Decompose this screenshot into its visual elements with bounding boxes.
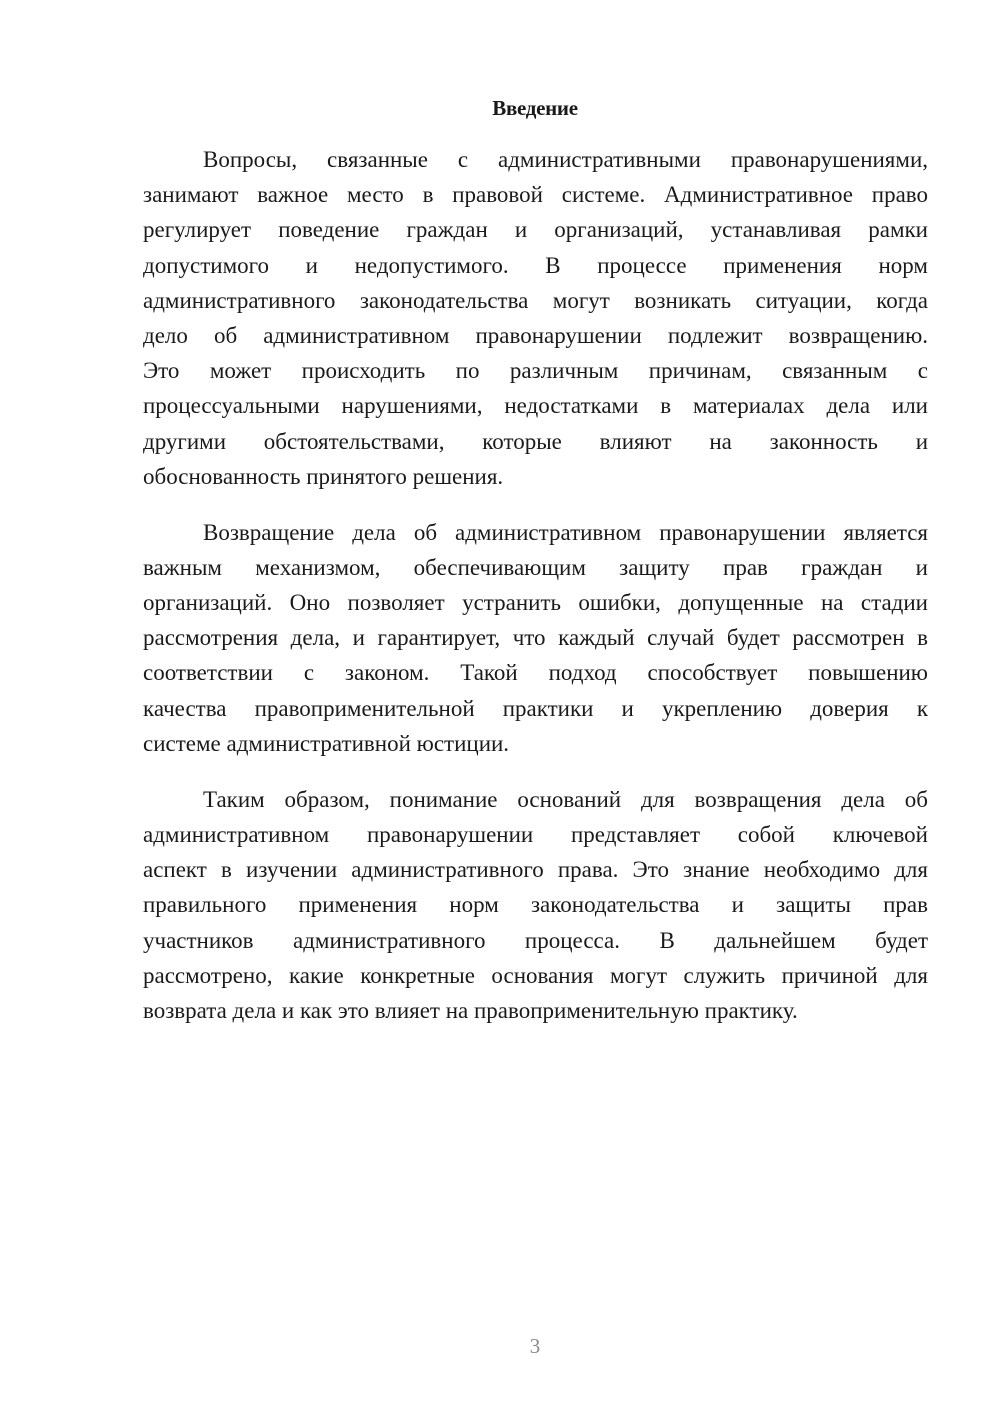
text-line: аспект в изучении административного права. Это знание необходимо для xyxy=(143,857,928,883)
text-line: процессуальными нарушениями, недостатками в материалах дела или xyxy=(143,393,928,419)
text-line: важным механизмом, обеспечивающим защиту прав граждан и xyxy=(143,554,928,580)
paragraph xyxy=(143,515,928,761)
text-line: Таким образом, понимание оснований для возвращения дела об xyxy=(203,786,928,812)
text-line: системе административной юстиции. xyxy=(143,730,510,756)
section-title: Введение xyxy=(492,96,578,120)
text-line: правильного применения норм законодательства и защиты прав xyxy=(143,892,928,918)
text-line: рассмотрения дела, и гарантирует, что каждый случай будет рассмотрен в xyxy=(143,625,928,651)
paragraph xyxy=(143,142,928,494)
text-line: административного законодательства могут возникать ситуации, когда xyxy=(143,287,928,313)
text-line: Возвращение дела об административном правонарушении является xyxy=(203,519,928,545)
text-line: занимают важное место в правовой системе. Административное право xyxy=(143,182,928,208)
page-number: 3 xyxy=(529,1334,541,1358)
text-line: регулирует поведение граждан и организаций, устанавливая рамки xyxy=(143,217,928,243)
text-line: Это может происходить по различным причинам, связанным с xyxy=(143,358,928,384)
text-line: возврата дела и как это влияет на правоприменительную практику. xyxy=(143,997,798,1023)
text-line: административном правонарушении представляет собой ключевой xyxy=(143,821,928,847)
text-line: организаций. Оно позволяет устранить ошибки, допущенные на стадии xyxy=(143,590,928,616)
text-line: качества правоприменительной практики и укреплению доверия к xyxy=(143,695,928,721)
text-line: Вопросы, связанные с административными правонарушениями, xyxy=(203,147,928,172)
text-line: дело об административном правонарушении подлежит возвращению. xyxy=(143,322,928,348)
paragraph xyxy=(143,782,928,1028)
text-line: соответствии с законом. Такой подход способствует повышению xyxy=(143,660,928,686)
text-line: участников административного процесса. В дальнейшем будет xyxy=(143,927,928,953)
text-line: рассмотрено, какие конкретные основания могут служить причиной для xyxy=(143,962,928,988)
text-line: обоснованность принятого решения. xyxy=(143,463,504,489)
document-body xyxy=(143,142,928,1049)
text-line: допустимого и недопустимого. В процессе применения норм xyxy=(143,252,928,278)
text-line: другими обстоятельствами, которые влияют на законность и xyxy=(143,428,928,454)
